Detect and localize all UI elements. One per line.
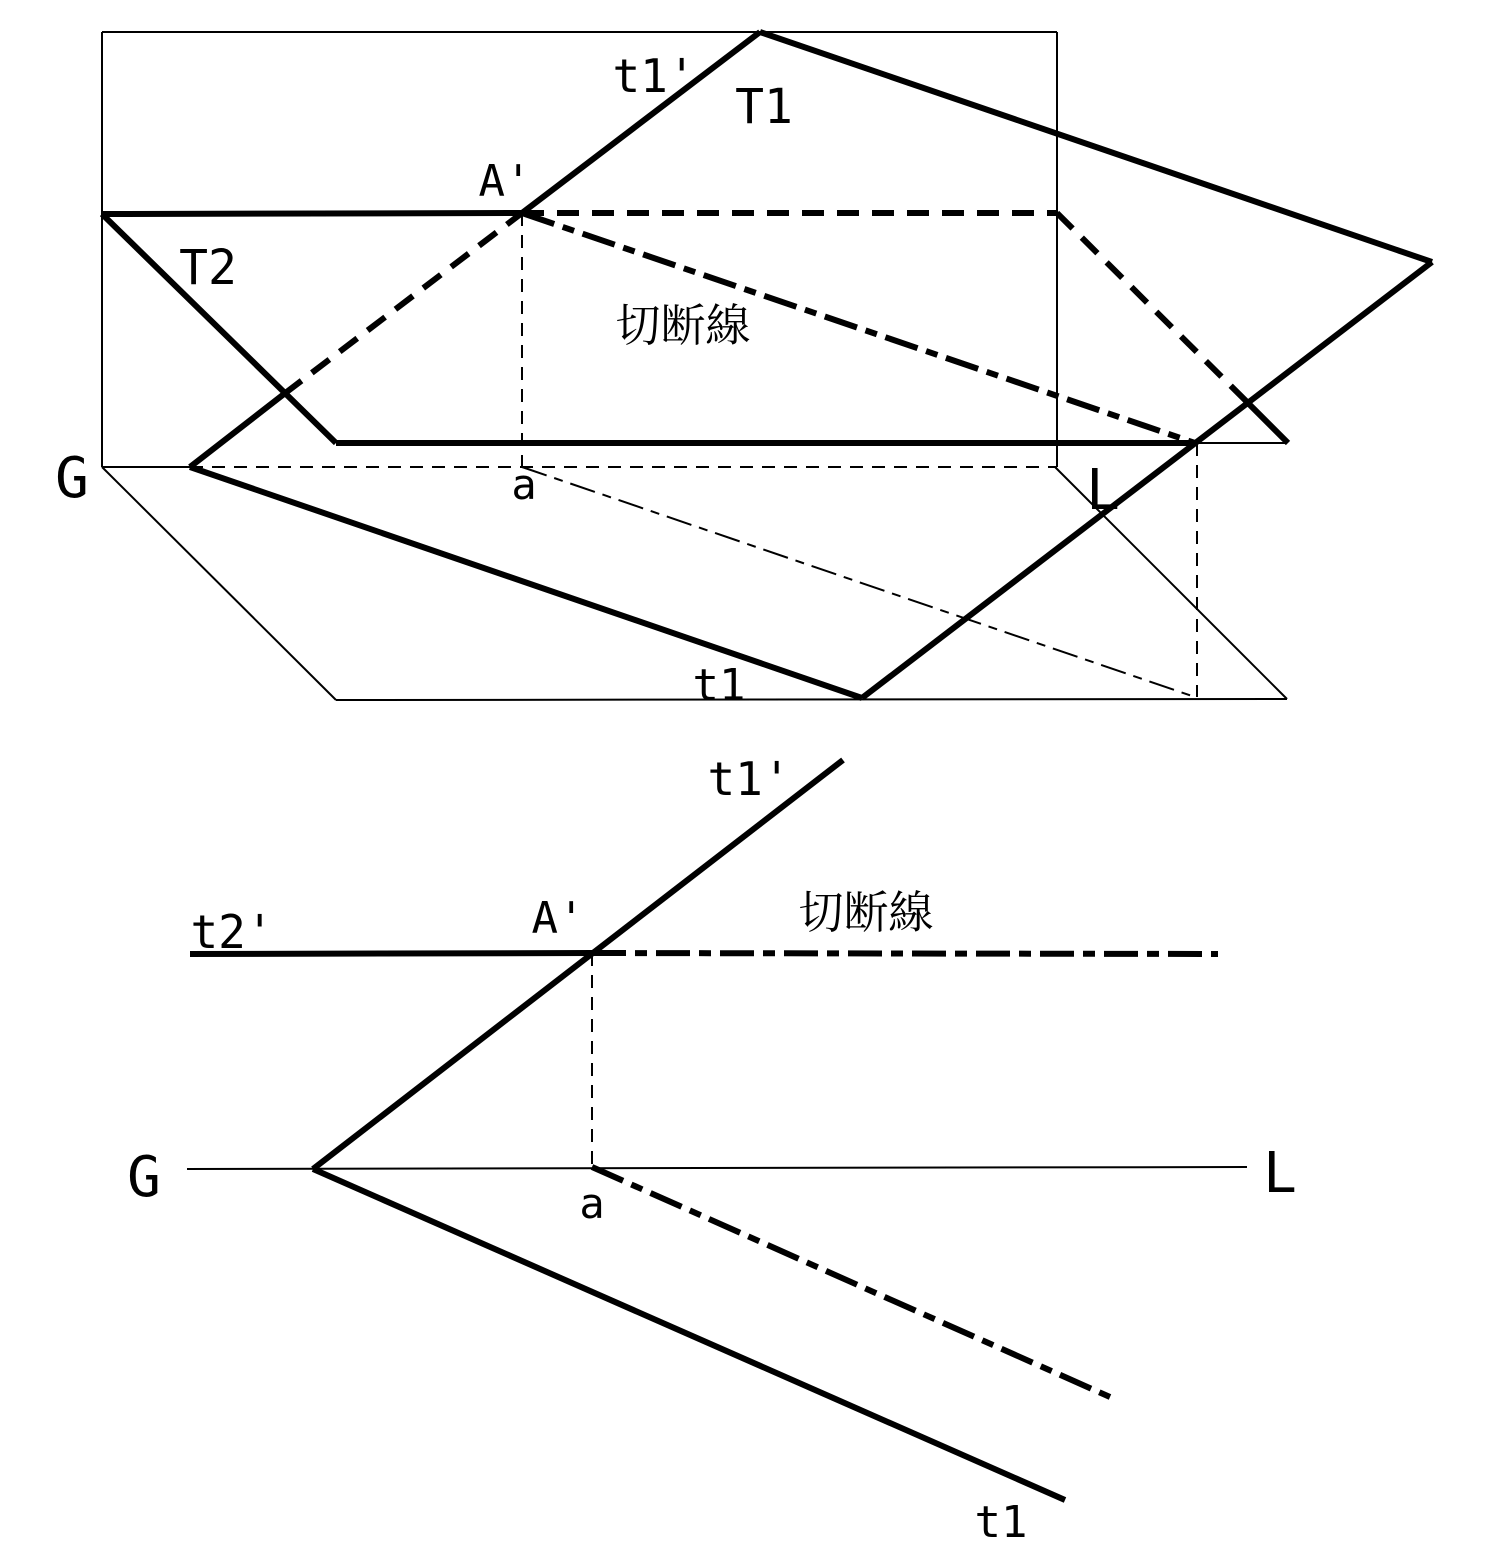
horizontal-plane-bottom-edge	[336, 699, 1287, 700]
label-L: L	[1263, 1141, 1297, 1206]
label-G: G	[127, 1145, 161, 1210]
ground-line	[187, 1167, 1247, 1169]
label-t2-prime: t2'	[190, 905, 274, 959]
t1-top-edge	[760, 32, 1432, 262]
t1-trace	[313, 1169, 1065, 1500]
label-t1-prime: t1'	[707, 752, 791, 806]
top-pictorial-view	[55, 32, 1432, 711]
t2-right-edge-visible	[1248, 403, 1288, 443]
t1-prime-trace	[313, 760, 843, 1169]
t1-right-edge	[862, 262, 1432, 698]
t2-prime-trace	[102, 213, 522, 214]
cutting-line	[592, 953, 1218, 954]
label-T2: T2	[179, 240, 237, 296]
label-a: a	[511, 460, 537, 509]
label-A-prime: A'	[478, 156, 532, 207]
label-t1: t1	[974, 1497, 1028, 1548]
bottom-projection-view	[127, 752, 1297, 1548]
cutting-line-below-ground	[592, 1167, 1110, 1397]
t1-edge-below-ground	[190, 394, 284, 467]
label-T1: T1	[735, 79, 793, 135]
label-t1: t1	[692, 660, 746, 711]
label-cutting-line: 切断線	[798, 886, 934, 939]
label-a: a	[579, 1179, 605, 1228]
t1-edge-hidden	[284, 213, 522, 394]
label-cutting-line: 切断線	[615, 299, 751, 352]
label-t1-prime: t1'	[612, 49, 696, 103]
t2-right-edge-hidden	[1057, 213, 1248, 403]
label-A-prime: A'	[531, 893, 585, 944]
label-L: L	[1086, 458, 1120, 523]
label-G: G	[55, 446, 89, 511]
